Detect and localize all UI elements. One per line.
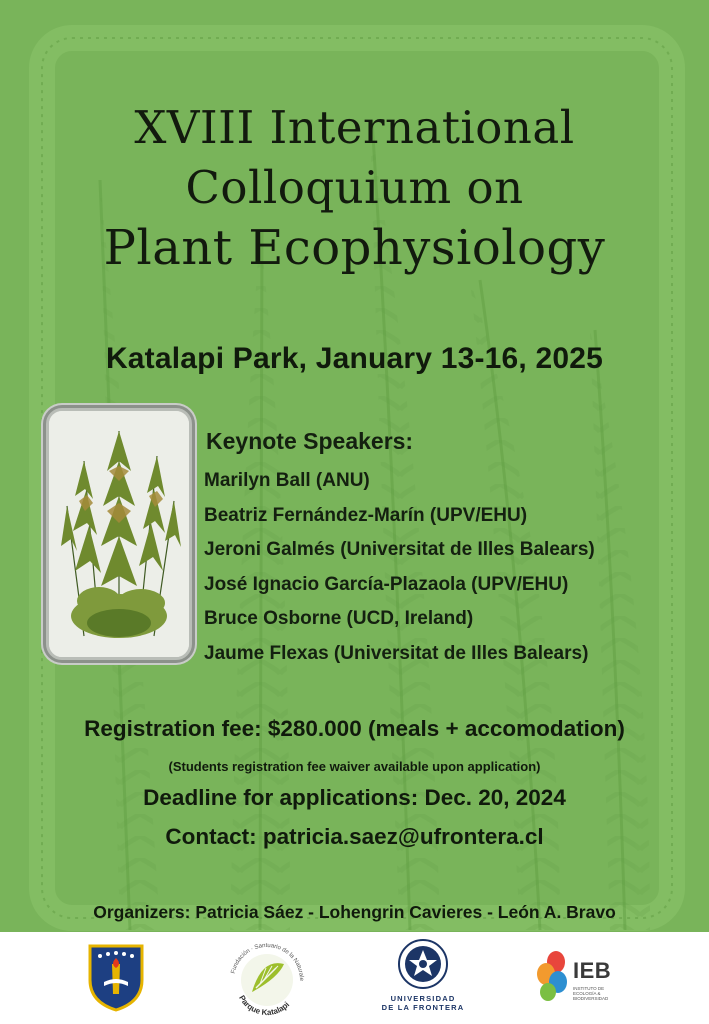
speaker-item: José Ignacio García-Plazaola (UPV/EHU) <box>204 573 569 595</box>
sponsor-logo-bar <box>0 932 709 1024</box>
speaker-item: Jeroni Galmés (Universitat de Illes Balears) <box>204 539 595 561</box>
speaker-item: Bruce Osborne (UCD, Ireland) <box>204 608 474 630</box>
fern-icon <box>49 411 189 657</box>
ufro-seal-icon <box>397 938 449 994</box>
udec-crest-logo <box>86 942 146 1012</box>
contact-email[interactable]: Contact: patricia.saez@ufrontera.cl <box>165 824 544 849</box>
keynote-speakers-list <box>204 464 595 672</box>
speaker-item: Jaume Flexas (Universitat de Illes Balears) <box>204 642 589 664</box>
ieb-logo <box>536 950 626 1010</box>
title-line-2: Colloquium on <box>185 161 524 214</box>
event-location-date: Katalapi Park, January 13-16, 2025 <box>105 342 604 375</box>
ufro-name-line-2: DE LA FRONTERA <box>381 1003 465 1012</box>
fee-waiver-note: (Students registration fee waiver available upon application) <box>168 759 541 774</box>
title-line-3: Plant Ecophysiology <box>103 220 606 276</box>
ieb-name: IEB <box>573 958 612 983</box>
speaker-item: Beatriz Fernández-Marín (UPV/EHU) <box>204 504 528 526</box>
title-line-1: XVIII International <box>134 101 575 154</box>
ieb-petals-icon <box>536 950 570 1002</box>
page-title <box>0 98 709 278</box>
speaker-item: Marilyn Ball (ANU) <box>204 470 370 491</box>
application-deadline: Deadline for applications: Dec. 20, 2024 <box>143 785 566 810</box>
ufro-name-line-1: UNIVERSIDAD <box>390 994 456 1003</box>
fern-illustration-image <box>46 408 192 660</box>
organizers-line: Organizers: Patricia Sáez - Lohengrin Cavieres - León A. Bravo <box>93 902 616 922</box>
universidad-de-la-frontera-logo <box>380 938 466 1012</box>
registration-fee: Registration fee: $280.000 (meals + accomodation) <box>84 716 625 741</box>
katalapi-leaf-icon <box>222 938 312 1018</box>
park-ring-text: Fundación · Santuario de la Naturale <box>230 942 305 982</box>
ieb-subtitle: INSTITUTO DE ECOLOGÍA & BIODIVERSIDAD <box>573 986 609 1001</box>
keynote-speakers-heading: Keynote Speakers: <box>206 428 414 454</box>
park-name-text: Parque Katalapi <box>237 993 292 1018</box>
udec-crest-icon <box>86 942 146 1012</box>
parque-katalapi-logo <box>222 938 312 1018</box>
